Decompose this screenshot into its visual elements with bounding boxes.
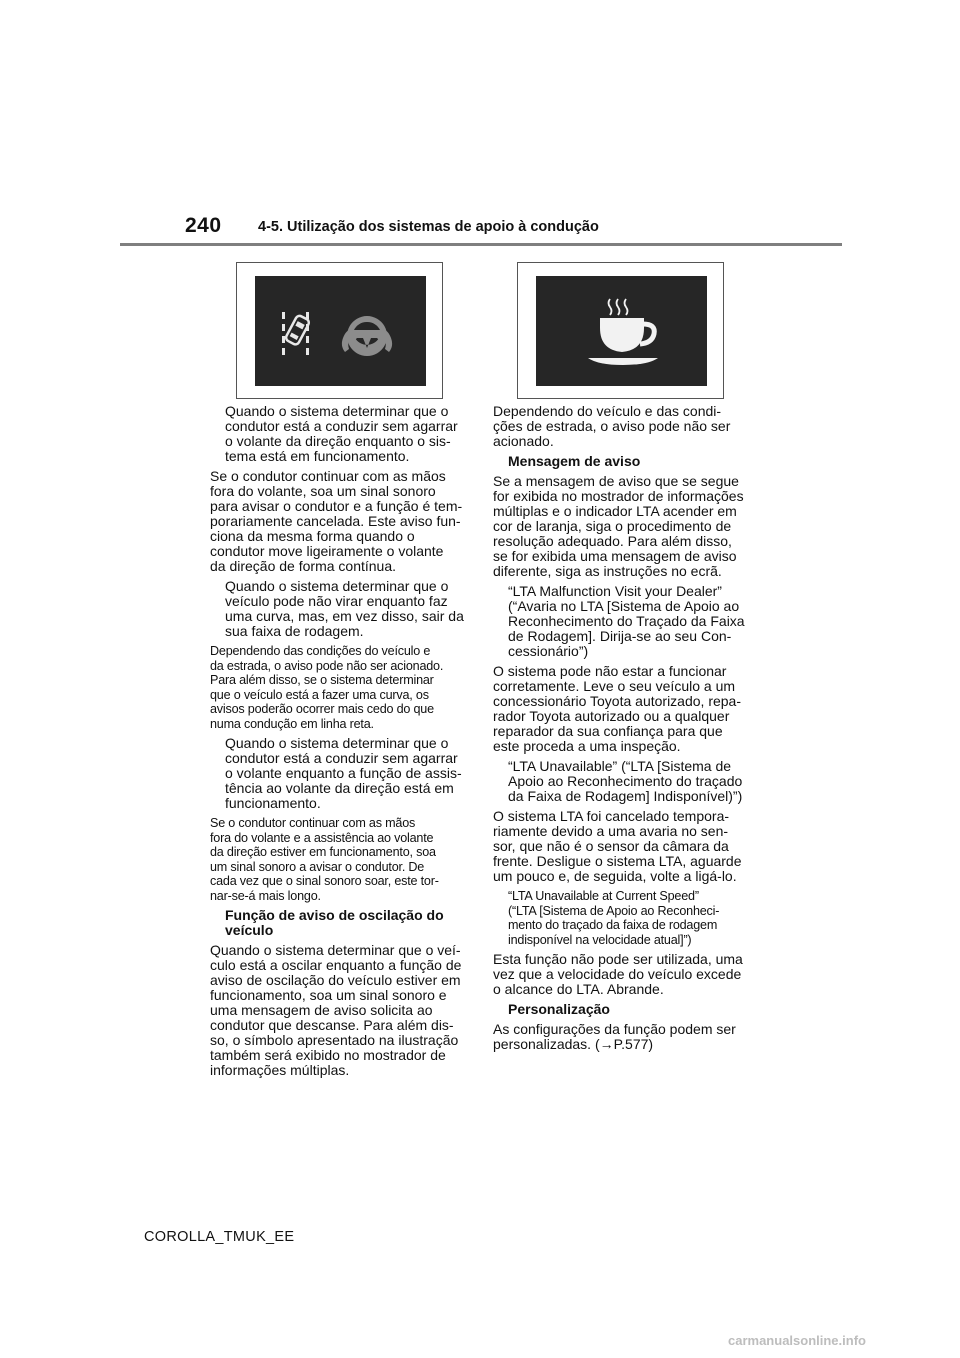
section-title: 4-5. Utilização dos sistemas de apoio à condução xyxy=(258,219,599,235)
rest-suggestion-figure xyxy=(517,262,724,399)
right-column xyxy=(493,404,758,1057)
warning-message: “LTA Unavailable at Current Speed” (“LTA [Sistema de Apoio ao Reconheci- mento do traçado da faixa de rodagem indisponível na velocidade atual]”) xyxy=(508,889,720,947)
paragraph: Quando o sistema determinar que o condutor está a conduzir sem agarrar o volante enquanto a função de assis- tência ao volante da direção está em funcionamento. xyxy=(225,735,462,811)
page-number: 240 xyxy=(185,214,222,237)
coffee-cup-icon xyxy=(536,276,707,386)
paragraph: As configurações da função podem ser personalizadas. (→P.577) xyxy=(493,1021,736,1052)
paragraph: Se o condutor continuar com as mãos fora do volante, soa um sinal sonoro para avisar o condutor e a função é tem- porariamente cancelada. Este aviso fun- ciona da mesma forma quando o condutor move ligeiramente o volante da direção de forma contínua. xyxy=(210,468,463,574)
warning-message: “LTA Unavailable” (“LTA [Sistema de Apoio ao Reconhecimento do traçado da Faixa de Rodagem] Indisponível)”) xyxy=(508,758,743,804)
paragraph: Esta função não pode ser utilizada, uma vez que a velocidade do veículo excede o alcance do LTA. Abrande. xyxy=(493,951,743,997)
paragraph: O sistema pode não estar a funcionar corretamente. Leve o seu veículo a um concessionário Toyota autorizado, repa- rador Toyota autorizado ou a qualquer reparador da sua confiança para que este proceda a uma inspeção. xyxy=(493,663,742,754)
paragraph: Se a mensagem de aviso que se segue for exibida no mostrador de informações múltiplas e o indicador LTA acender em cor de laranja, siga o procedimento de resolução adequado. Para além disso, se for exibida uma mensagem de aviso diferente, siga as instruções no ecrã. xyxy=(493,473,744,579)
note-paragraph: Se o condutor continuar com as mãos fora do volante e a assistência ao volante da direção estiver em funcionamento, soa um sinal sonoro a avisar o condutor. De cada vez que o sinal sonoro soar, este tor- nar-se-á mais longo. xyxy=(210,816,439,903)
warning-message: “LTA Malfunction Visit your Dealer” (“Avaria no LTA [Sistema de Apoio ao Reconhecimento do Traçado da Faixa de Rodagem]. Dirija-se ao seu Con- cessionário”) xyxy=(508,583,745,659)
note-paragraph: Dependendo das condições do veículo e da estrada, o aviso pode não ser acionado. Para além disso, se o sistema determinar que o veículo está a fazer uma curva, os avisos poderão ocorrer mais cedo do que numa condução em linha reta. xyxy=(210,644,444,731)
steering-warning-figure xyxy=(236,262,443,399)
paragraph: Quando o sistema determinar que o veículo pode não virar enquanto faz uma curva, mas, em vez disso, sair da sua faixa de rodagem. xyxy=(225,578,464,639)
left-column xyxy=(210,404,472,1083)
watermark: carmanualsonline.info xyxy=(728,1333,866,1348)
subheading: Mensagem de aviso xyxy=(508,453,641,469)
display-screen xyxy=(255,276,426,386)
header-divider xyxy=(120,243,842,246)
paragraph: Dependendo do veículo e das condi- ções de estrada, o aviso pode não ser acionado. xyxy=(493,403,731,449)
subheading: Função de aviso de oscilação do veículo xyxy=(225,907,444,938)
footer-model-code: COROLLA_TMUK_EE xyxy=(144,1229,295,1245)
lane-hands-off-steering-icon xyxy=(255,276,426,386)
paragraph: Quando o sistema determinar que o condutor está a conduzir sem agarrar o volante da direção enquanto o sis- tema está em funcionamento. xyxy=(225,403,458,464)
paragraph: O sistema LTA foi cancelado tempora- riamente devido a uma avaria no sen- sor, que não é o sensor da câmara da frente. Desligue o sistema LTA, aguarde um pouco e, de seguida, volte a ligá-lo. xyxy=(493,808,742,884)
display-screen xyxy=(536,276,707,386)
subheading: Personalização xyxy=(508,1001,610,1017)
paragraph: Quando o sistema determinar que o veí- culo está a oscilar enquanto a função de aviso de oscilação do veículo estiver em funcionamento, soa um sinal sonoro e uma mensagem de aviso solicita ao condutor que descanse. Para além dis- so, o símbolo apresentado na ilustração também será exibido no mostrador de informações múltiplas. xyxy=(210,942,462,1078)
